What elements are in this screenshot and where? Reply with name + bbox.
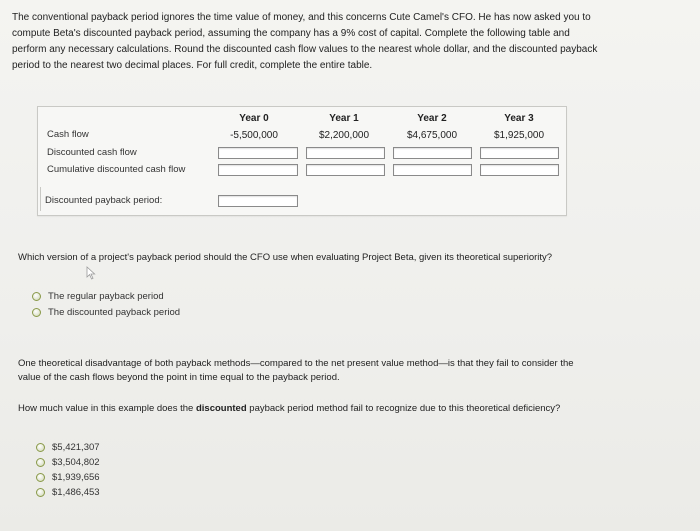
q1-option-discounted-label: The discounted payback period	[48, 307, 181, 318]
cumulative-dcf-year-0-input[interactable]	[218, 164, 298, 176]
dcf-year-3-input[interactable]	[480, 147, 559, 159]
payback-table	[37, 106, 567, 216]
q2-option-4[interactable]	[36, 487, 100, 498]
payback-divider	[40, 187, 41, 211]
q2-option-2[interactable]	[36, 457, 100, 468]
dcf-year-1-input[interactable]	[306, 147, 385, 159]
q1-option-discounted[interactable]	[32, 307, 180, 318]
cash-flow-year-2: $4,675,000	[406, 130, 458, 141]
row-label-cash-flow: Cash flow	[47, 129, 89, 140]
radio-icon[interactable]	[32, 292, 41, 301]
radio-icon[interactable]	[32, 308, 41, 317]
problem-intro: The conventional payback period ignores the time value of money, and this concerns Cute Camel's CFO. He has now asked you to compute Beta's discounted payback period, assuming the company has a 9% cost of capital. Complete the following table and perform any necessary calculations. Round the discounted cash flow values to the nearest whole dollar, and the discounted payback period to the nearest two decimal places. For full credit, complete the entire table.	[12, 12, 598, 71]
header-year-1: Year 1	[329, 113, 359, 124]
q2-option-3[interactable]	[36, 472, 100, 483]
question-1: Which version of a project's payback period should the CFO use when evaluating Project Beta, given its theoretical superiority?	[18, 252, 553, 263]
cash-flow-year-1: $2,200,000	[318, 130, 370, 141]
q1-option-regular[interactable]	[32, 291, 164, 302]
q2-option-2-label: $3,504,802	[52, 457, 100, 468]
question-2-suffix: payback period method fail to recognize due to this theoretical deficiency?	[246, 403, 561, 414]
dcf-year-2-input[interactable]	[393, 147, 472, 159]
radio-icon[interactable]	[36, 443, 45, 452]
row-label-discounted-cash-flow: Discounted cash flow	[47, 147, 137, 158]
payback-period-input[interactable]	[218, 195, 298, 207]
header-year-3: Year 3	[504, 113, 534, 124]
radio-icon[interactable]	[36, 458, 45, 467]
radio-icon[interactable]	[36, 488, 45, 497]
disadvantage-statement: One theoretical disadvantage of both payback methods—compared to the net present value method—is that they fail to consider the value of the cash flows beyond the point in time equal to the payback period.	[18, 358, 574, 383]
payback-period-label: Discounted payback period:	[45, 195, 163, 206]
cumulative-dcf-year-3-input[interactable]	[480, 164, 559, 176]
cash-flow-year-0: -5,500,000	[230, 130, 278, 141]
question-2-emphasis: discounted	[195, 403, 247, 414]
dcf-year-0-input[interactable]	[218, 147, 298, 159]
cumulative-dcf-year-1-input[interactable]	[306, 164, 385, 176]
q2-option-1[interactable]	[36, 442, 100, 453]
q1-option-regular-label: The regular payback period	[48, 291, 164, 302]
question-2	[18, 402, 588, 416]
q2-option-3-label: $1,939,656	[52, 472, 100, 483]
q2-option-4-label: $1,486,453	[52, 487, 100, 498]
question-2-prefix: How much value in this example does the	[18, 403, 196, 414]
mouse-pointer-icon	[86, 266, 96, 280]
cash-flow-year-3: $1,925,000	[493, 130, 545, 141]
radio-icon[interactable]	[36, 473, 45, 482]
header-year-0: Year 0	[239, 113, 269, 124]
cumulative-dcf-year-2-input[interactable]	[393, 164, 472, 176]
q2-option-1-label: $5,421,307	[52, 442, 100, 453]
row-label-cumulative-dcf: Cumulative discounted cash flow	[47, 164, 186, 175]
header-year-2: Year 2	[417, 113, 447, 124]
